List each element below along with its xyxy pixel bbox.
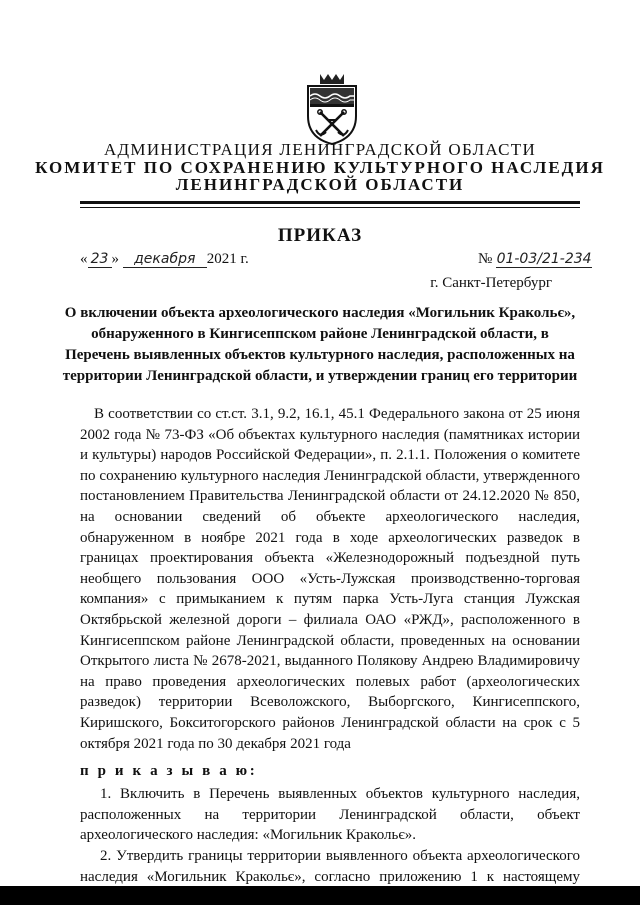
scan-bottom-edge <box>0 886 640 905</box>
administration-name: АДМИНИСТРАЦИЯ ЛЕНИНГРАДСКОЙ ОБЛАСТИ <box>103 140 537 159</box>
number-value: 01-03/21-234 <box>496 251 592 267</box>
number-sign: № <box>478 251 493 267</box>
date-month: декабря <box>123 251 207 268</box>
order-date <box>80 251 249 268</box>
date-year: 2021 г. <box>206 251 249 267</box>
place-of-issue: г. Санкт-Петербург <box>430 275 552 291</box>
date-day: 23 <box>88 251 112 268</box>
coat-of-arms-icon <box>300 72 364 146</box>
date-close-quote: » <box>111 251 119 267</box>
order-heading: О включении объекта археологического наследия «Могильник Кракольє», обнаруженного в Кингисеппском районе Ленинградской области, в Перечень выявленных объектов культурного наследия, расположенных на территории Ленинградской области, и утверждении границ его территории <box>62 305 578 384</box>
header-divider-thick <box>80 201 580 204</box>
preamble-paragraph: В соответствии со ст.ст. 3.1, 9.2, 16.1, 45.1 Федерального закона от 25 июня 2002 года № 73-ФЗ «Об объектах культурного наследия (памятниках истории и культуры) народов Российской Федерации», п. 2.1.1. Положения о комитете по сохранению культурного наследия Ленинградской области, утвержденного постановлением Правительства Ленинградской области от 24.12.2020 № 850, на основании сведений об объекте археологического наследия, обнаруженном в ноябре 2021 года в ходе археологических разведок в границах проектирования объекта «Железнодорожный подъездной путь необщего пользования ООО «Усть-Лужская производственно-торговая компания» с примыканием к путям парка Усть-Луга станция Лужская Октябрьской железной дороги – филиала ОАО «РЖД», расположенного в Кингисеппском районе Ленинградской области, проведенных на основании Открытого листа № 2678-2021, выданного Полякову Андрею Владимировичу на право проведения археологических полевых работ (археологических разведок) территории Всеволожского, Выборгского, Кингисеппского, Киришского, Бокситогорского районов Ленинградской области на срок с 5 октября 2021 года по 30 декабря 2021 года <box>80 406 580 752</box>
order-item-1: 1. Включить в Перечень выявленных объектов культурного наследия, расположенных на территории Ленинградской области, объект археологического наследия: «Могильник Кракольє». <box>80 786 580 844</box>
header-divider-thin <box>80 207 580 208</box>
order-item-2: 2. Утвердить границы территории выявленного объекта археологического наследия «Могильник Кракольє», согласно приложению 1 к настоящему <box>80 848 580 885</box>
date-open-quote: « <box>80 251 88 267</box>
document-type-title: ПРИКАЗ <box>277 225 363 246</box>
order-number <box>478 251 592 268</box>
committee-name: КОМИТЕТ ПО СОХРАНЕНИЮ КУЛЬТУРНОГО НАСЛЕДИЯ <box>35 158 605 177</box>
order-verb: п р и к а з ы в а ю: <box>80 763 258 779</box>
committee-region: ЛЕНИНГРАДСКОЙ ОБЛАСТИ <box>175 175 465 194</box>
